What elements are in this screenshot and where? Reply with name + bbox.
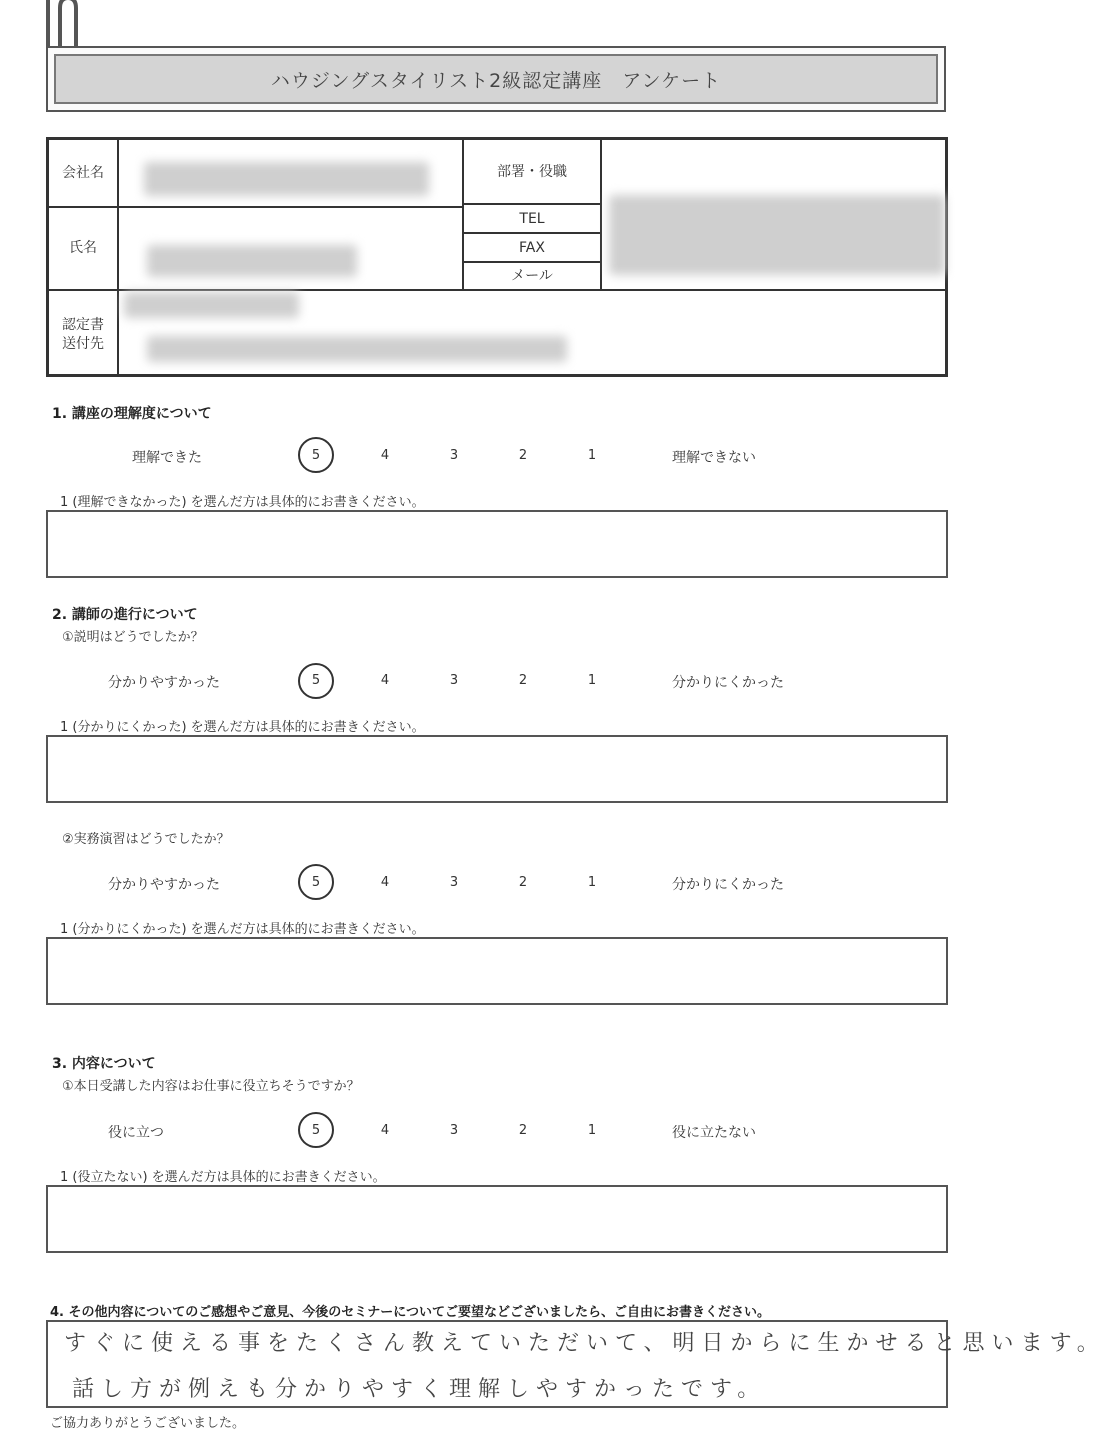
section-2-heading: 2. 講師の進行について	[52, 607, 198, 623]
q1-right-label: 理解できない	[672, 450, 756, 466]
q2-1-text: ①説明はどうでしたか？	[62, 630, 204, 645]
q3-1-right-label: 役に立たない	[672, 1125, 756, 1141]
q2-2-comment-box[interactable]	[46, 937, 948, 1005]
q2-1-left-label: 分かりやすかった	[108, 675, 220, 691]
scale-1[interactable]: 1	[587, 673, 597, 688]
q2-1-right-label: 分かりにくかった	[672, 675, 784, 691]
scale-4[interactable]: 4	[380, 875, 390, 890]
address-redacted-2	[147, 336, 567, 362]
q2-2-text: ②実務演習はどうでしたか？	[62, 832, 230, 847]
q1-instruction: 1 (理解できなかった) を選んだ方は具体的にお書きください。	[60, 495, 425, 510]
section-4-heading: 4. その他内容についてのご感想やご意見、今後のセミナーについてご要望などございましたら、ご自由にお書きください。	[50, 1305, 770, 1320]
q1-comment-box[interactable]	[46, 510, 948, 578]
dept-label: 部署・役職	[497, 164, 567, 180]
scale-1[interactable]: 1	[587, 875, 597, 890]
company-label: 会社名	[62, 165, 104, 181]
mail-label: メール	[511, 268, 553, 284]
handwritten-answer-line-2: 話し方が例えも分かりやすく理解しやすかったです。	[72, 1377, 767, 1402]
footer-thanks: ご協力ありがとうございました。	[50, 1416, 246, 1431]
form-title: ハウジングスタイリスト2級認定講座 アンケート	[54, 54, 938, 104]
scale-5[interactable]: 5	[311, 673, 321, 688]
tel-label: TEL	[519, 211, 545, 227]
scale-1[interactable]: 1	[587, 1123, 597, 1138]
section-3-heading: 3. 内容について	[52, 1056, 156, 1072]
fax-label: FAX	[519, 240, 545, 256]
q3-1-comment-box[interactable]	[46, 1185, 948, 1253]
title-box	[46, 46, 946, 112]
q2-1-instruction: 1 (分かりにくかった) を選んだ方は具体的にお書きください。	[60, 720, 425, 735]
q2-2-instruction: 1 (分かりにくかった) を選んだ方は具体的にお書きください。	[60, 922, 425, 937]
q3-1-instruction: 1 (役立たない) を選んだ方は具体的にお書きください。	[60, 1170, 386, 1185]
handwritten-answer-line-1: すぐに使える事をたくさん教えていただいて、明日からに生かせると思います。	[64, 1331, 1106, 1356]
q3-1-left-label: 役に立つ	[108, 1125, 164, 1141]
address-label: 認定書 送付先	[62, 317, 104, 352]
scale-4[interactable]: 4	[380, 673, 390, 688]
scale-5[interactable]: 5	[311, 448, 321, 463]
scale-3[interactable]: 3	[449, 673, 459, 688]
scale-2[interactable]: 2	[518, 448, 528, 463]
scale-5[interactable]: 5	[311, 1123, 321, 1138]
q2-1-comment-box[interactable]	[46, 735, 948, 803]
scale-1[interactable]: 1	[587, 448, 597, 463]
scale-4[interactable]: 4	[380, 1123, 390, 1138]
name-label: 氏名	[69, 240, 97, 256]
address-redacted-1	[124, 292, 299, 318]
info-table	[46, 137, 948, 377]
scale-3[interactable]: 3	[449, 1123, 459, 1138]
scale-2[interactable]: 2	[518, 1123, 528, 1138]
name-redacted	[147, 245, 357, 277]
q2-2-right-label: 分かりにくかった	[672, 877, 784, 893]
q1-left-label: 理解できた	[132, 450, 202, 466]
scale-4[interactable]: 4	[380, 448, 390, 463]
q2-2-left-label: 分かりやすかった	[108, 877, 220, 893]
scale-2[interactable]: 2	[518, 875, 528, 890]
scale-3[interactable]: 3	[449, 875, 459, 890]
q3-1-text: ①本日受講した内容はお仕事に役立ちそうですか？	[62, 1079, 360, 1094]
scale-3[interactable]: 3	[449, 448, 459, 463]
scale-5[interactable]: 5	[311, 875, 321, 890]
section-1-heading: 1. 講座の理解度について	[52, 406, 212, 422]
contact-redacted	[609, 195, 945, 275]
scale-2[interactable]: 2	[518, 673, 528, 688]
company-redacted	[144, 162, 429, 196]
